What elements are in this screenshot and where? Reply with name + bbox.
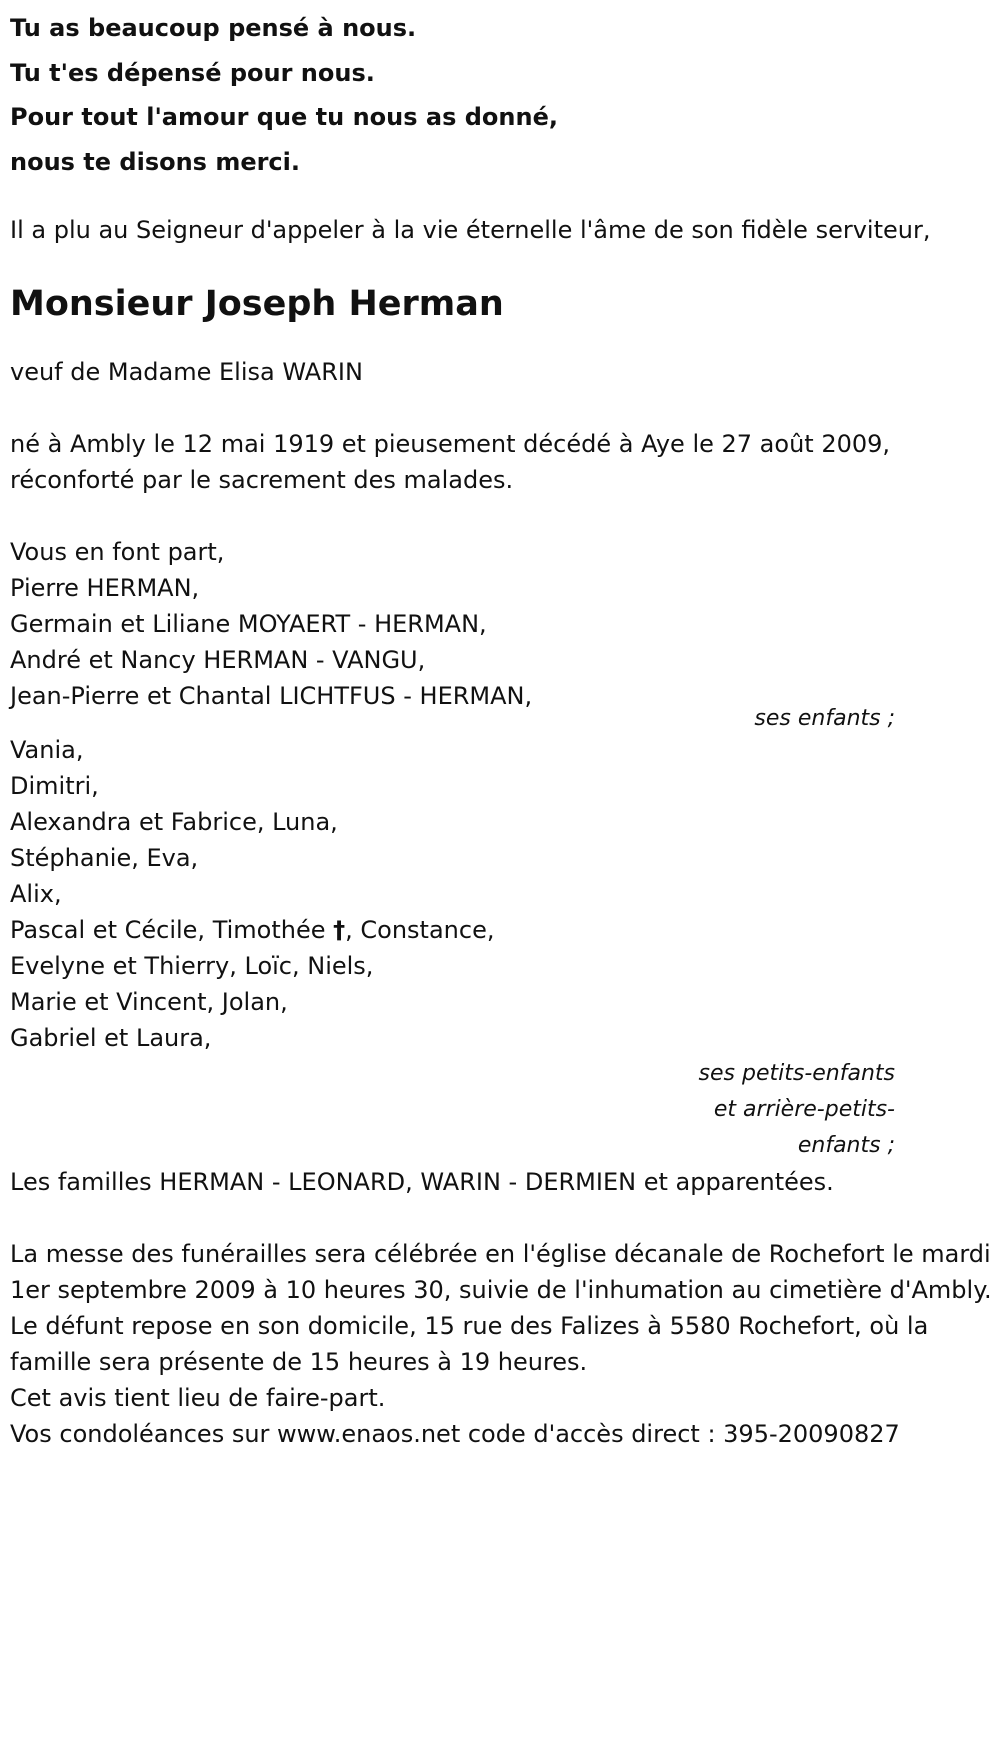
dagger-icon: †: [333, 916, 346, 944]
funeral-paragraph: Vos condoléances sur www.enaos.net code d'accès direct : 395-20090827: [10, 1420, 900, 1448]
birth-death-text: né à Ambly le 12 mai 1919 et pieusement décédé à Aye le 27 août 2009, réconforté par le sacrement des malades.: [10, 430, 891, 494]
funeral-paragraph: Le défunt repose en son domicile, 15 rue des Falizes à 5580 Rochefort, où la famille sera présente de 15 heures à 19 heures.: [10, 1312, 929, 1376]
children-role: ses enfants ;: [754, 706, 895, 731]
deceased-name: Monsieur Joseph Herman: [10, 284, 504, 324]
announcement-section: [10, 534, 1000, 737]
role-line: ses petits-enfants: [698, 1061, 895, 1086]
list-item: Germain et Liliane MOYAERT - HERMAN,: [10, 610, 487, 638]
list-item: Dimitri,: [10, 772, 99, 800]
poem-line: Tu as beaucoup pensé à nous.: [10, 14, 417, 42]
list-item: Marie et Vincent, Jolan,: [10, 988, 288, 1016]
poem-line: Pour tout l'amour que tu nous as donné,: [10, 103, 558, 131]
list-item: André et Nancy HERMAN - VANGU,: [10, 646, 426, 674]
list-item: Jean-Pierre et Chantal LICHTFUS - HERMAN,: [10, 682, 533, 710]
role-line: et arrière-petits-: [713, 1097, 895, 1122]
list-item: [10, 912, 1000, 948]
role-line: enfants ;: [797, 1133, 895, 1158]
intro-text: Il a plu au Seigneur d'appeler à la vie éternelle l'âme de son fidèle serviteur,: [10, 216, 931, 244]
list-item-text: Pascal et Cécile, Timothée: [10, 916, 334, 944]
list-item: Alix,: [10, 880, 62, 908]
announce-intro: Vous en font part,: [10, 538, 225, 566]
list-item: Gabriel et Laura,: [10, 1024, 212, 1052]
funeral-info: [10, 1236, 1000, 1452]
list-item-text: , Constance,: [345, 916, 495, 944]
families-line: Les familles HERMAN - LEONARD, WARIN - DERMIEN et apparentées.: [10, 1168, 834, 1196]
list-item: Vania,: [10, 736, 84, 764]
children-list: [10, 570, 1000, 714]
poem-line: Tu t'es dépensé pour nous.: [10, 58, 375, 87]
list-item: Pierre HERMAN,: [10, 574, 200, 602]
widow-line: veuf de Madame Elisa WARIN: [10, 358, 363, 386]
grandchildren-role: [10, 1056, 895, 1164]
list-item: Stéphanie, Eva,: [10, 844, 199, 872]
funeral-paragraph: La messe des funérailles sera célébrée en l'église décanale de Rochefort le mardi 1er septembre 2009 à 10 heures 30, suivie de l'inhumation au cimetière d'Ambly.: [10, 1240, 992, 1304]
funeral-paragraph: Cet avis tient lieu de faire-part.: [10, 1384, 386, 1412]
grandchildren-list: [10, 732, 1000, 1056]
poem: [10, 6, 1000, 184]
list-item: Alexandra et Fabrice, Luna,: [10, 808, 338, 836]
list-item: Evelyne et Thierry, Loïc, Niels,: [10, 952, 374, 980]
poem-line: nous te disons merci.: [10, 147, 301, 176]
